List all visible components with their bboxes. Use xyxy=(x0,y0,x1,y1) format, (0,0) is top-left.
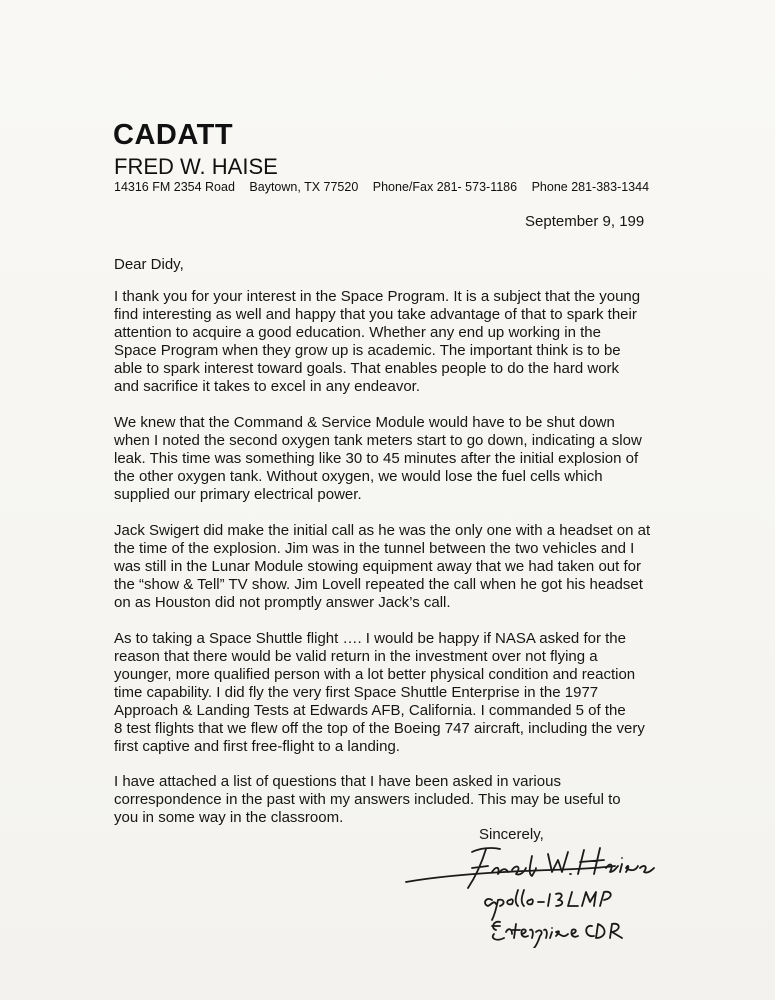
handwritten-signature xyxy=(400,838,660,948)
text-line: reason that there would be valid return in the investment over not flying a xyxy=(114,648,598,665)
phone: Phone 281-383-1344 xyxy=(531,180,650,194)
text-line: younger, more qualified person with a lot better physical condition and reaction xyxy=(114,666,636,683)
text-line: Jack Swigert did make the initial call as he was the only one with a headset on at xyxy=(114,522,651,539)
text-line: on as Houston did not promptly answer Jack’s call. xyxy=(114,594,451,611)
paragraph-3 xyxy=(114,522,674,612)
text-line: and sacrifice it takes to excel in any endeavor. xyxy=(114,378,421,395)
text-line: We knew that the Command & Service Module would have to be shut down xyxy=(114,414,615,431)
paragraph-5 xyxy=(114,773,674,827)
text-line: able to spark interest toward goals. That enables people to do the hard work xyxy=(114,360,620,377)
salutation: Dear Didy, xyxy=(114,256,184,273)
text-line: the other oxygen tank. Without oxygen, we would lose the fuel cells which xyxy=(114,468,603,485)
text-line: As to taking a Space Shuttle flight …. I would be happy if NASA asked for the xyxy=(114,630,626,647)
text-line: first captive and first free-flight to a landing. xyxy=(114,738,400,755)
paragraph-2 xyxy=(114,414,674,504)
street-address: 14316 FM 2354 Road xyxy=(114,180,235,194)
text-line: I have attached a list of questions that I have been asked in various xyxy=(114,773,561,790)
text-line: I thank you for your interest in the Space Program. It is a subject that the young xyxy=(114,288,641,305)
text-line: when I noted the second oxygen tank meters start to go down, indicating a slow xyxy=(114,432,642,449)
text-line: Space Program when they grow up is academic. The important think is to be xyxy=(114,342,621,359)
text-line: was still in the Lunar Module stowing equipment away that we had taken out for xyxy=(114,558,641,575)
paragraph-4 xyxy=(114,630,674,756)
text-line: find interesting as well and happy that you take advantage of that to spark their xyxy=(114,306,637,323)
letter-date: September 9, 199 xyxy=(525,213,645,230)
text-line: 8 test flights that we flew off the top of the Boeing 747 aircraft, including the very xyxy=(114,720,645,737)
text-line: attention to acquire a good education. Whether any end up working in the xyxy=(114,324,601,341)
text-line: the “show & Tell” TV show. Jim Lovell repeated the call when he got his headset xyxy=(114,576,643,593)
letterhead-contact xyxy=(114,180,660,194)
text-line: time capability. I did fly the very first Space Shuttle Enterprise in the 1977 xyxy=(114,684,599,701)
text-line: you in some way in the classroom. xyxy=(114,809,344,826)
closing: Sincerely, xyxy=(479,826,544,843)
text-line: the time of the explosion. Jim was in the tunnel between the two vehicles and I xyxy=(114,540,635,557)
city-state-zip: Baytown, TX 77520 xyxy=(249,180,359,194)
text-line: supplied our primary electrical power. xyxy=(114,486,362,503)
text-line: Approach & Landing Tests at Edwards AFB, California. I commanded 5 of the xyxy=(114,702,626,719)
paragraph-1 xyxy=(114,288,674,396)
text-line: correspondence in the past with my answers included. This may be useful to xyxy=(114,791,621,808)
text-line: leak. This time was something like 30 to 45 minutes after the initial explosion of xyxy=(114,450,639,467)
letterhead-name: FRED W. HAISE xyxy=(114,154,278,179)
letterhead-company: CADATT xyxy=(113,119,234,151)
phone-fax: Phone/Fax 281- 573-1186 xyxy=(372,180,518,194)
